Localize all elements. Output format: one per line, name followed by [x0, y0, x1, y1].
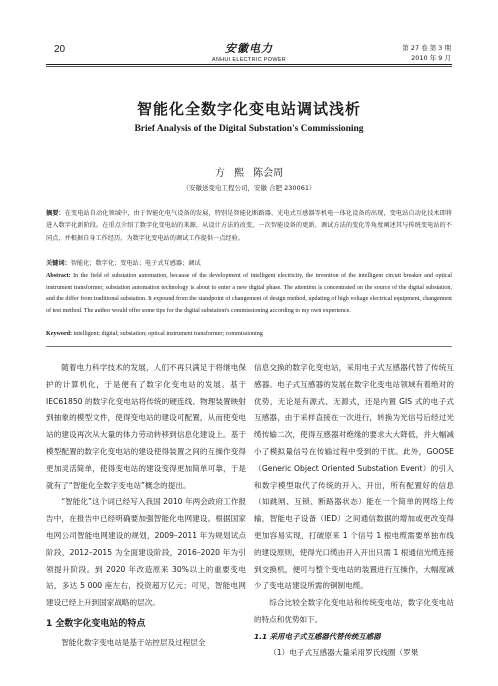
body-column-right	[254, 360, 454, 662]
keywords-text-en: intelligent; digital; substation; optical instrument transformer; commissioning	[73, 331, 263, 337]
body-paragraph: “智能化”这个词已经写入我国 2010 年两会政府工作报告中，在报告中已经明确要加强智能化电网建设。根据国家电网公司智能电网建设的规划，2009–2011 年为规划试点阶段，2012–2015 为全面建设阶段，2016–2020 年为引领提升阶段。到 2020 年改造原来 30%以上的重要变电站，多达 5 000 座左右，投资超万亿元；可见，智能电网建设已经上升到国家战略的层次。	[46, 497, 246, 608]
body-paragraph: 综合比较全数字化变电站和传统变电站，数字化变电站的特点和优势如下。	[254, 598, 454, 624]
volume-issue: 第 27 卷 第 3 期	[402, 44, 451, 52]
authors: 方 熙 陈会周	[214, 168, 284, 179]
page-number: 20	[54, 44, 66, 55]
section-heading: 1 全数字化变电站的特点	[46, 618, 146, 629]
article-title: 智能化全数字化变电站调试浅析	[136, 100, 361, 118]
abstract-text: 在变电站自动化领域中，由于智能化电气设备的发展，特别是智能化断路器、光电式互感器等机电一体化设备的出现，变电站自动化技术即将进入数字化新阶段。在重点介绍了数字化变电站的来源，从设计方法的改变，一次智能设备的更新、调试方法的变化等角度阐述其与传统变电站的不同点，并根据自身工作经历，为数字化变电站的调试工作提供一点经验。	[46, 210, 453, 242]
abstract-en	[46, 271, 452, 317]
header-rule	[46, 64, 452, 65]
body-column-left	[46, 360, 246, 652]
affiliation: （安徽送变电工程公司，安徽 合肥 230061）	[182, 184, 316, 192]
keywords-label: 关键词：	[46, 260, 71, 267]
subsection-heading: 1.1 采用电子式互感器代替传统互感器	[254, 631, 381, 641]
header-rule-thin	[46, 66, 452, 67]
keywords-zh	[46, 258, 452, 270]
abstract-zh	[46, 208, 452, 245]
journal-name: 安徽电力	[225, 42, 273, 55]
abstract-label: 摘要：	[46, 210, 65, 217]
body-paragraph: 随着电力科学技术的发展，人们不再只满足于将继电保护的计算机化，于是便有了数字化变电站的发展。基于 IEC61850 的数字化变电站将传统的硬连线、物理装置映射到抽象的模型文件，使得变电站的建设可配置，从而使变电站的建设再次从大量的体力劳动转移到信息化建设上。基于模型配置的数字化变电站的建设使得装置之间的互操作变得更加灵活简单，使得变电站的建设变得更加简单可靠，于是就有了“智能化全数字变电站”概念的提出。	[46, 363, 246, 490]
keywords-en	[46, 329, 452, 340]
body-paragraph: （1）电子式互感器大量采用罗氏线圈（罗果	[269, 647, 419, 657]
abstract-separator	[46, 346, 452, 347]
issue-date: 2010 年 9 月	[411, 54, 451, 62]
abstract-label-en: Abstract:	[46, 273, 71, 279]
abstract-text-en: In the field of substation automation, because of the development of intelligent electricity, the invention of the intelligent circuit breaker and optical instrument transformer, substation automation technology is about to enter a new digital phase. The attention is concentrated on the source of the digital substation, and the differ from traditional substation. It expound from the standpoint of changement of design method, updating of high voltage electrical equipment, changement of test method. The author would offer some tips for the digital substation's commissioning according to my own experience.	[46, 273, 452, 314]
keywords-label-en: Keyword:	[46, 331, 73, 337]
body-paragraph: 信息交换的数字化变电站，采用电子式互感器代替了传统互感器。电子式互感器的发展在数字化变电站领域有着绝对的优势，无论是有源式、无源式，还是内置 GIS 式的电子式互感器，由于采样直接在一次进行，转换为光信号后经过光缆传输二次，使得互感器对绝缘的要求大大降低，并大幅减小了模拟量信号在传输过程中受到的干扰。此外，GOOSE（Generic Object Oriented Substation Event）的引入和数字模型取代了传统的开入、开出，所有配置好的信息（如跳闸、互锁、断路器状态）能在一个简单的网络上传输，智能电子设备（IED）之间通信数据的增加或更改变得更加容易实现，打破原来 1 个信号 1 根电缆需要单独布线的建设原则，使得光口缆由开入开出只需 1 根通信光缆连接到交换机，便可与整个变电站的装置进行互操作，大幅度减少了变电站建设所需的铜制电缆。	[254, 363, 454, 591]
article-title-en: Brief Analysis of the Digital Substation's Commissioning	[134, 124, 364, 134]
keywords-text: 智能化；数字化；变电站；电子式互感器；调试	[70, 260, 201, 267]
issue-info	[402, 43, 451, 63]
body-paragraph: 智能化数字变电站是基于站控层及过程层全	[61, 637, 206, 647]
journal-name-en: ANHUI ELECTRIC POWER	[211, 57, 287, 63]
